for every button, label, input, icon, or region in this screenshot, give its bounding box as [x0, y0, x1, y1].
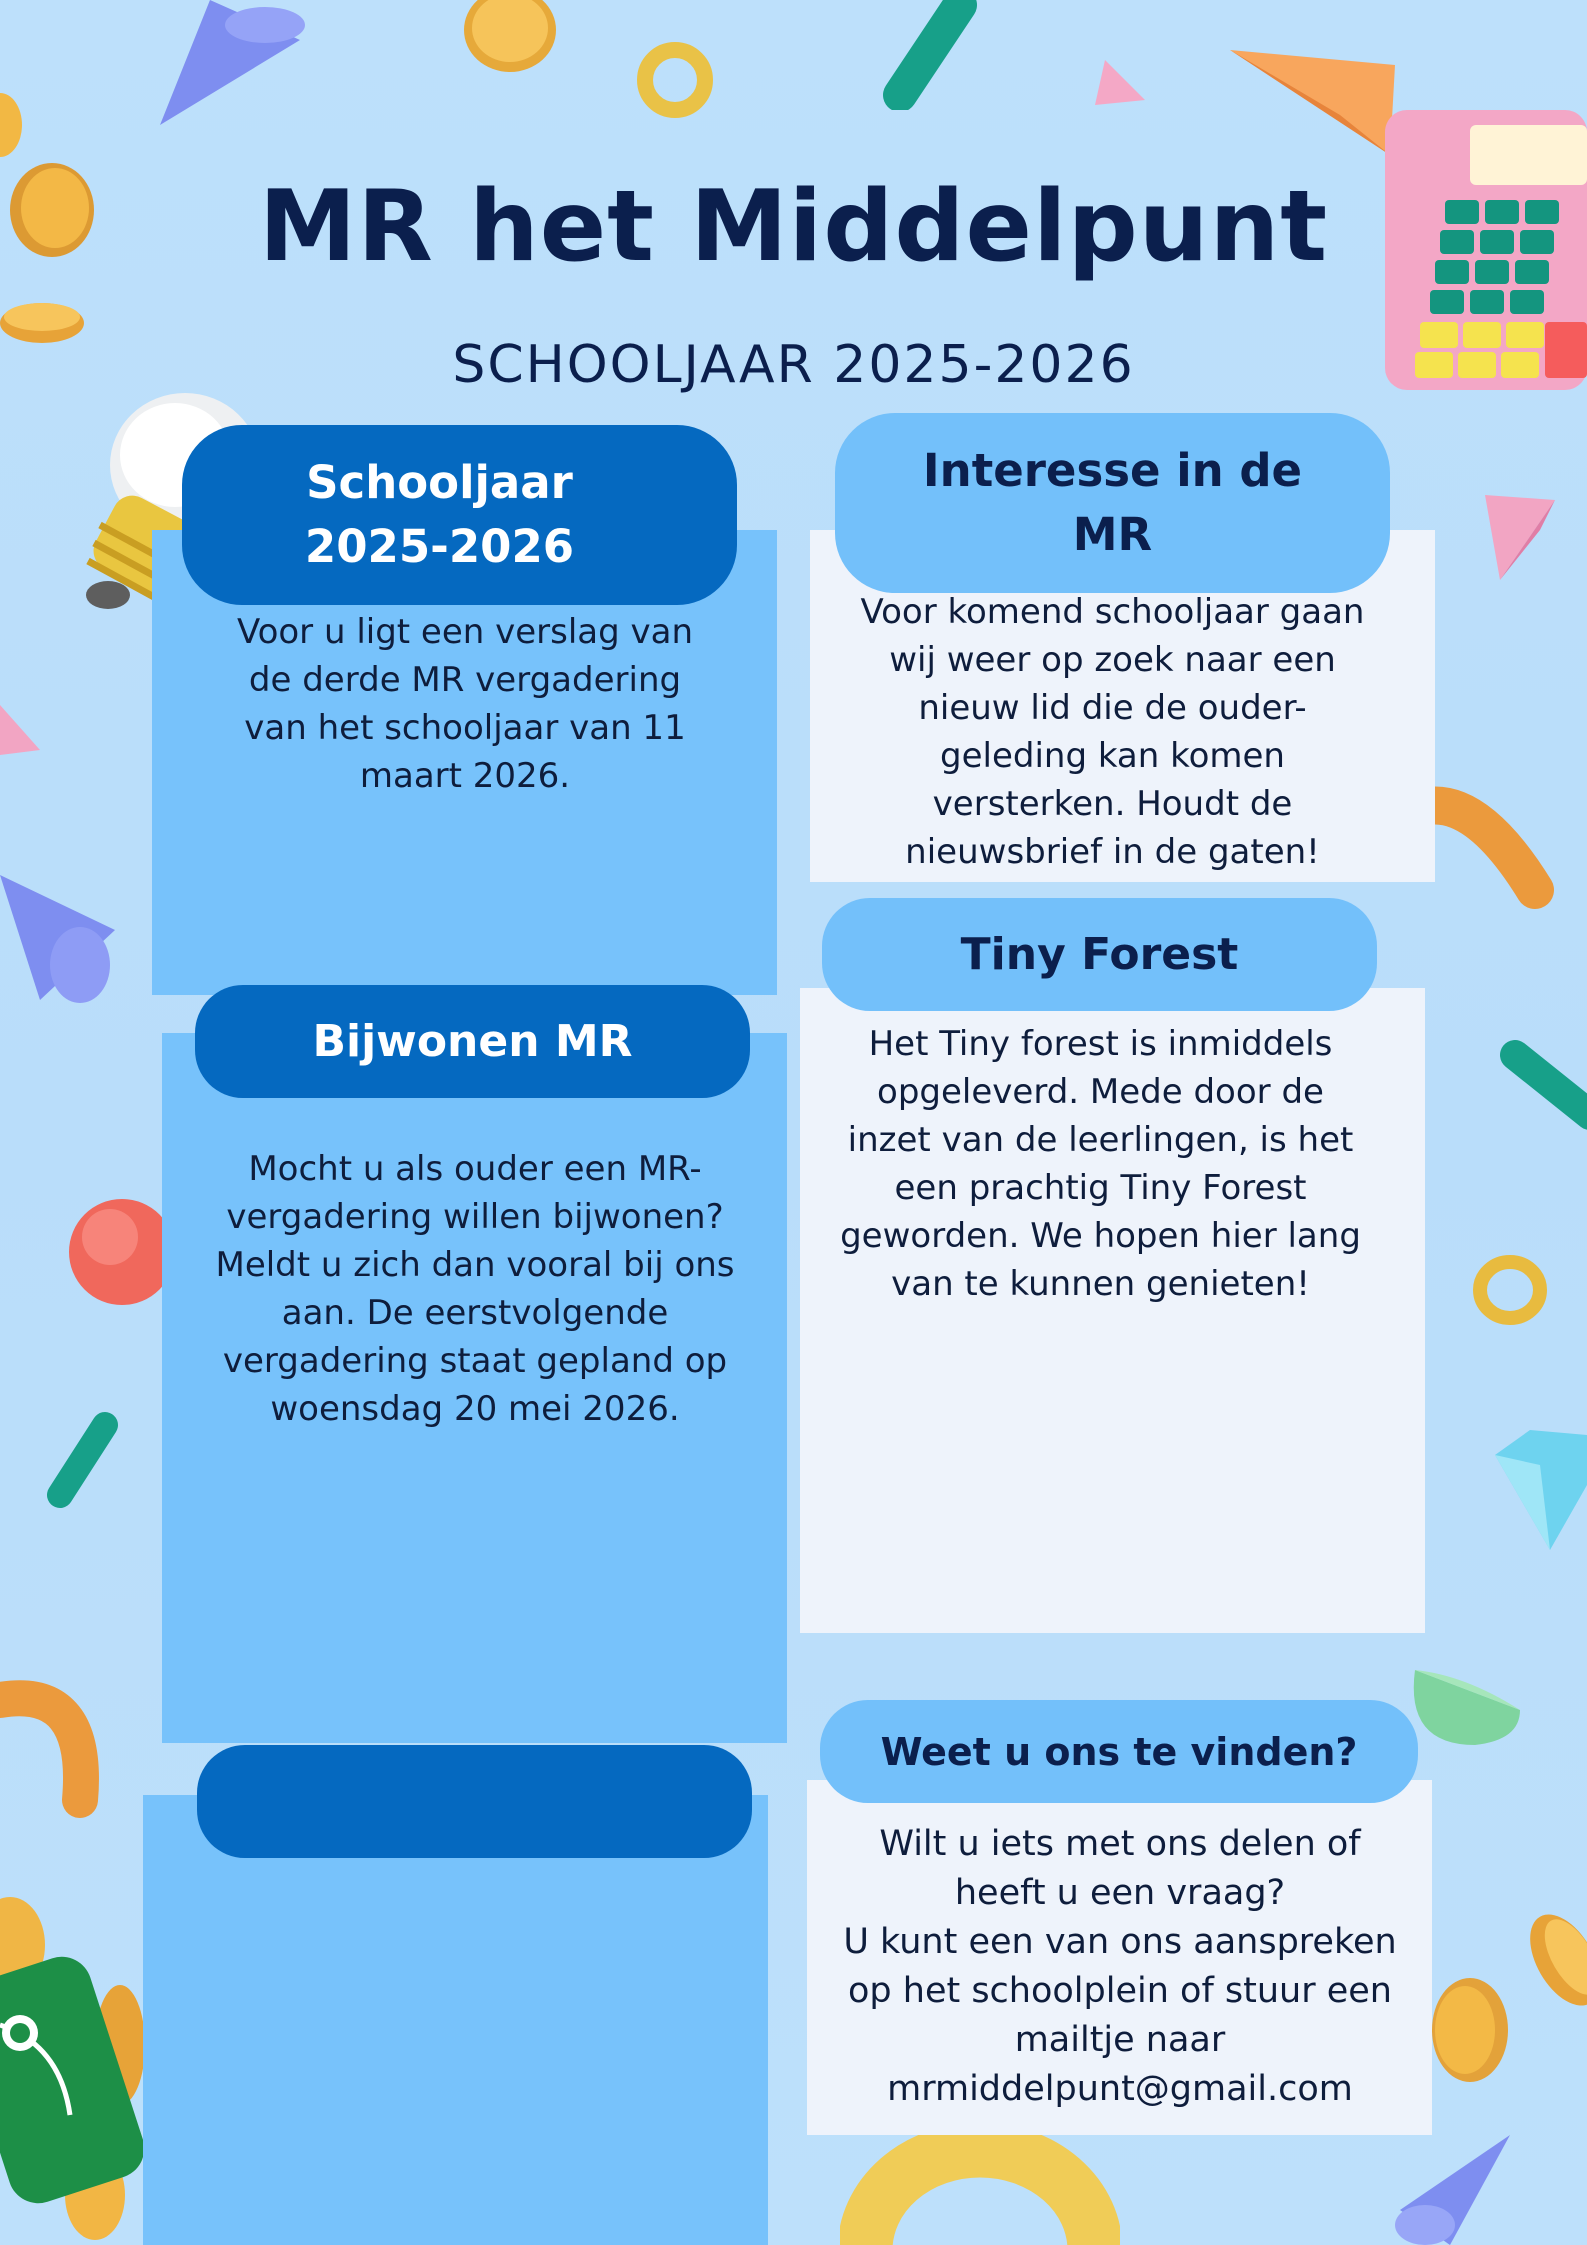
vinden-heading: Weet u ons te vinden? [820, 1700, 1418, 1803]
ring-icon [1470, 1250, 1550, 1330]
pyramid-icon [0, 700, 45, 760]
diamond-icon [1490, 1425, 1587, 1555]
coin-icon [0, 90, 30, 160]
vinden-body-line2: U kunt een van ons aanspreken op het schoolplein of stuur een mailtje naar [843, 1922, 1397, 2060]
arch-icon [0, 1670, 125, 1820]
bowl-icon [1405, 1665, 1525, 1750]
tiny-forest-body: Het Tiny forest is inmiddels opgeleverd. Mede door de inzet van de leerlingen, is het een prachtig Tiny Forest geworden. We hopen hier lang van te kunnen genieten! [840, 1024, 1361, 1304]
vinden-body [825, 1820, 1415, 2114]
email-link[interactable]: mrmiddelpunt@gmail.com [887, 2069, 1353, 2109]
schooljaar-heading [182, 425, 737, 605]
cone-icon [0, 870, 120, 1005]
page-subtitle: SCHOOLJAAR 2025-2026 [452, 335, 1135, 395]
empty-heading [197, 1745, 752, 1858]
interesse-body: Voor komend schooljaar gaan wij weer op zoek naar een nieuw lid die de ouder-geleding kan komen versterken. Houdt de nieuwsbrief in de gaten! [860, 592, 1365, 872]
wallet-icon [0, 1955, 145, 2245]
coin-icon [1425, 1975, 1510, 2085]
ring-icon [840, 2130, 1120, 2245]
bijwonen-heading: Bijwonen MR [195, 985, 750, 1098]
page-title: MR het Middelpunt [258, 170, 1329, 284]
coin-icon [460, 0, 560, 80]
cone-icon [150, 0, 310, 130]
interesse-heading [835, 413, 1390, 593]
pyramid-icon [1480, 490, 1560, 585]
schooljaar-body: Voor u ligt een verslag van de derde MR vergadering van het schooljaar van 11 maart 2026. [236, 612, 694, 796]
cylinder-icon [40, 1410, 125, 1510]
paper-plane-icon [1230, 45, 1400, 160]
cone-icon [1390, 2130, 1515, 2245]
empty-panel [143, 1795, 768, 2245]
schooljaar-heading-text: Schooljaar 2025-2026 [304, 456, 575, 573]
vinden-body-line1: Wilt u iets met ons delen of heeft u een vraag? [879, 1824, 1361, 1913]
pyramid-icon [1090, 55, 1150, 110]
bijwonen-body: Mocht u als ouder een MR-vergadering willen bijwonen? Meldt u zich dan vooral bij ons aan. De eerstvolgende vergadering staat gepland op woensdag 20 mei 2026. [215, 1149, 735, 1429]
cylinder-icon [1500, 1040, 1587, 1140]
tiny-forest-heading: Tiny Forest [822, 898, 1377, 1011]
coin-icon [1520, 1905, 1587, 2015]
interesse-heading-text: Interesse in de MR [922, 444, 1303, 561]
cylinder-icon [875, 0, 985, 110]
ring-icon [635, 40, 715, 120]
